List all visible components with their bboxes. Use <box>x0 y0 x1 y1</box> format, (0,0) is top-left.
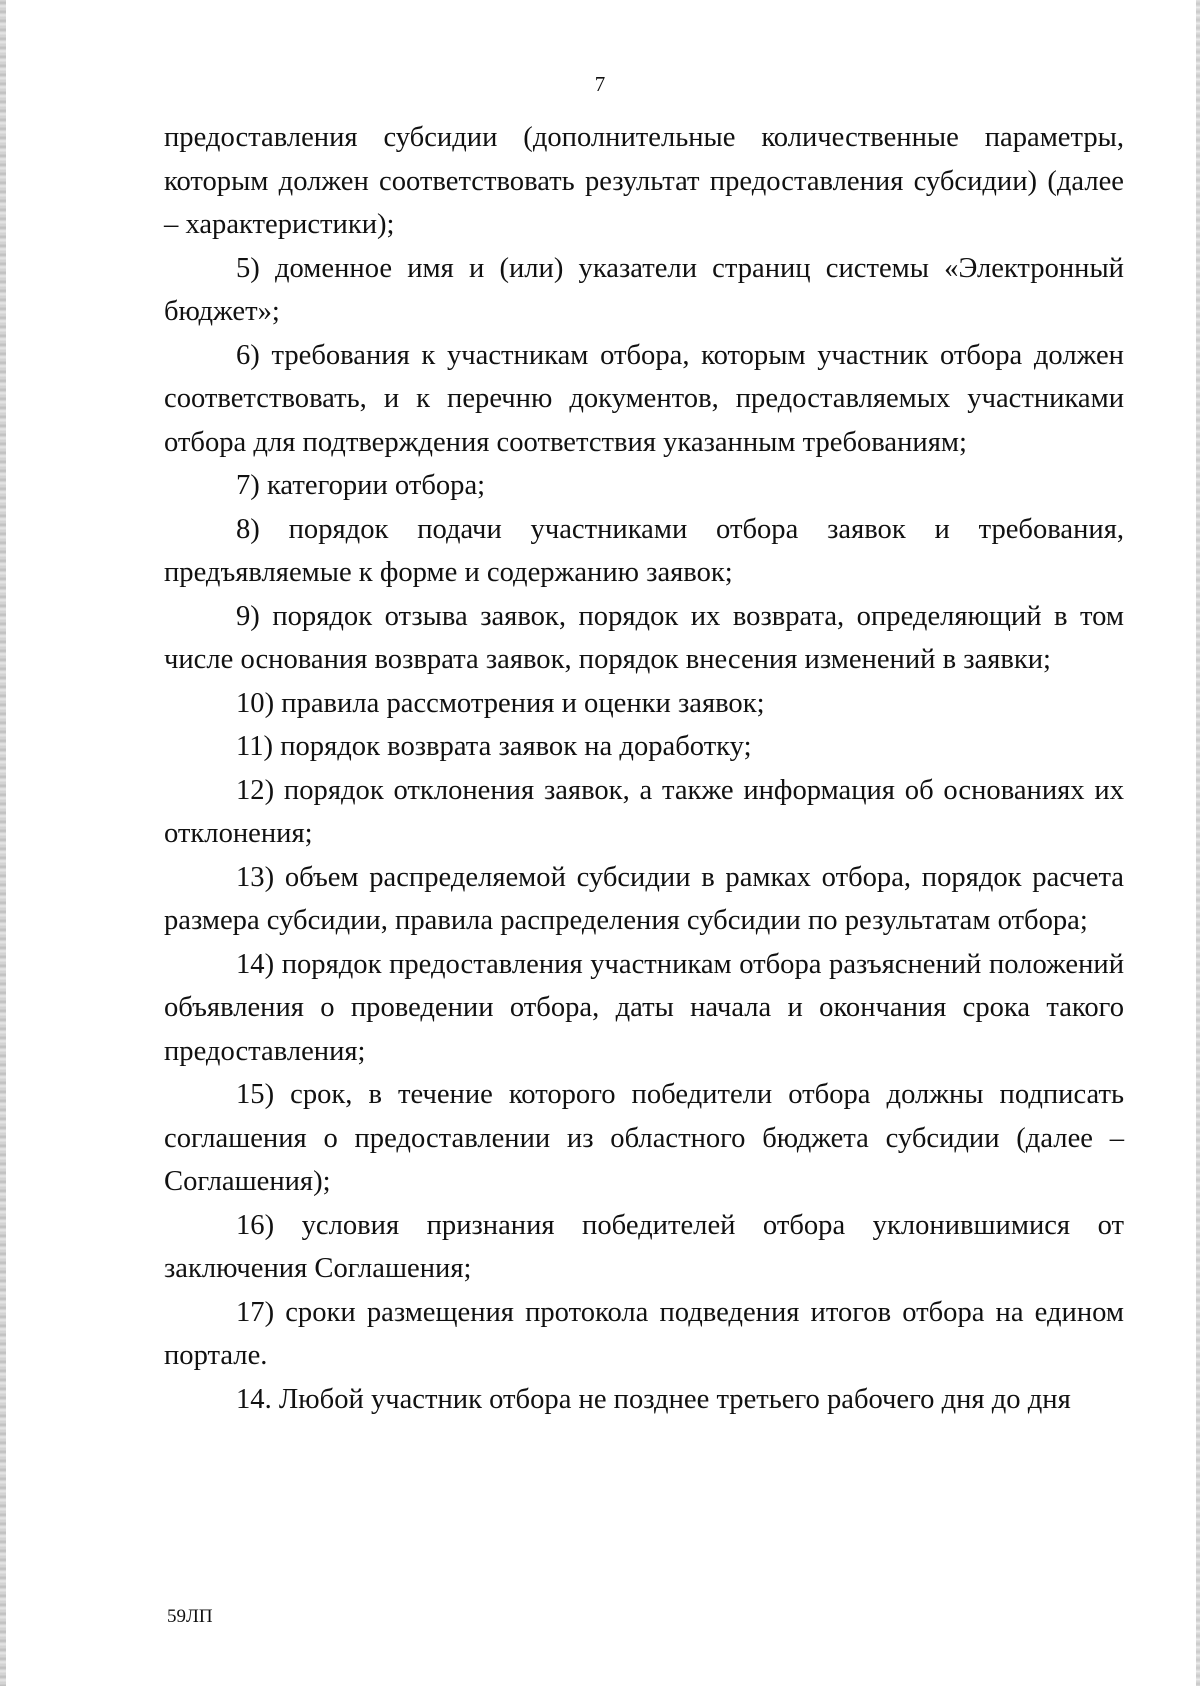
list-item-17: 17) сроки размещения протокола подведения итогов отбора на едином портале. <box>164 1296 1124 1371</box>
list-item-8: 8) порядок подачи участниками отбора заявок и требования, предъявляемые к форме и содержанию заявок; <box>164 513 1124 588</box>
list-item-13: 13) объем распределяемой субсидии в рамках отбора, порядок расчета размера субсидии, правила распределения субсидии по результатам отбора; <box>164 861 1124 936</box>
list-item-9: 9) порядок отзыва заявок, порядок их возврата, определяющий в том числе основания возврата заявок, порядок внесения изменений в заявки; <box>164 600 1124 675</box>
list-item-11: 11) порядок возврата заявок на доработку; <box>236 731 752 762</box>
scan-edge-right <box>1196 0 1200 1686</box>
document-body <box>164 116 1124 1421</box>
paragraph-continuation: предоставления субсидии (дополнительные количественные параметры, которым должен соответствовать результат предоставления субсидии) (далее – характеристики); <box>164 122 1124 240</box>
list-item-15: 15) срок, в течение которого победители отбора должны подписать соглашения о предоставлении из областного бюджета субсидии (далее – Соглашения); <box>164 1079 1124 1197</box>
list-item-7: 7) категории отбора; <box>236 470 486 501</box>
list-item-10: 10) правила рассмотрения и оценки заявок; <box>236 687 765 719</box>
scan-edge-left <box>0 0 6 1686</box>
list-item-5: 5) доменное имя и (или) указатели страниц системы «Электронный бюджет»; <box>164 252 1124 327</box>
list-item-16: 16) условия признания победителей отбора уклонившимися от заключения Соглашения; <box>164 1209 1124 1284</box>
page-number: 7 <box>594 72 606 96</box>
list-item-14: 14) порядок предоставления участникам отбора разъяснений положений объявления о проведении отбора, даты начала и окончания срока такого предоставления; <box>164 948 1124 1067</box>
list-item-12: 12) порядок отклонения заявок, а также информация об основаниях их отклонения; <box>164 774 1124 849</box>
list-item-6: 6) требования к участникам отбора, которым участник отбора должен соответствовать, и к перечню документов, предоставляемых участниками отбора для подтверждения соответствия указанным требованиям; <box>164 339 1124 458</box>
footer-document-code: 59ЛП <box>167 1606 213 1627</box>
section-14-start: 14. Любой участник отбора не позднее третьего рабочего дня до дня <box>236 1383 1071 1415</box>
